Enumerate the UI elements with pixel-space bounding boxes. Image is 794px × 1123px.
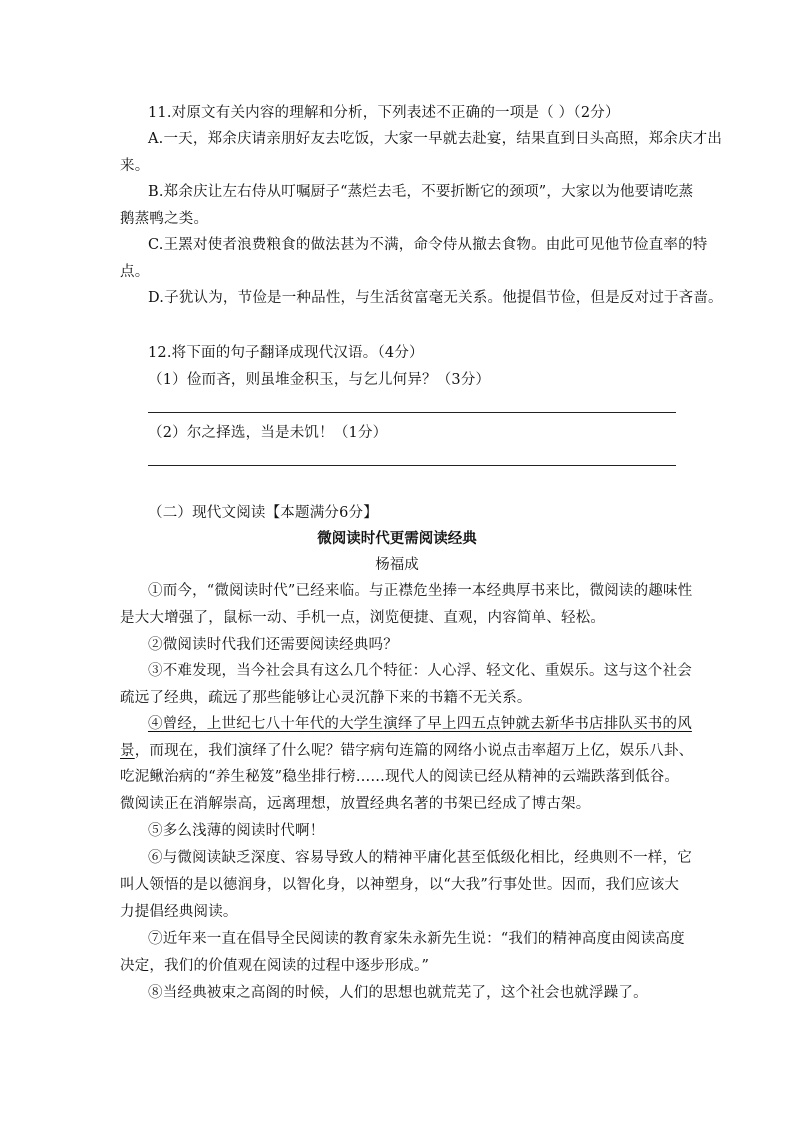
paragraph-6-line3: 力提倡经典阅读。 [120, 904, 238, 920]
paragraph-2: ②微阅读时代我们还需要阅读经典吗？ [148, 637, 398, 653]
q12-sentence-2: （2）尔之择选，当是未饥！（1分） [148, 425, 388, 441]
paragraph-4-line4: 微阅读正在消解崇高，远离理想，放置经典名著的书架已经成了博古架。 [120, 796, 591, 812]
paragraph-1-line2: 是大大增强了，鼠标一动、手机一点，浏览便捷、直观，内容简单、轻松。 [120, 610, 606, 626]
paragraph-7-line2: 决定，我们的价值观在阅读的过程中逐步形成。” [120, 958, 430, 974]
article-author: 杨福成 [375, 557, 419, 573]
paragraph-6-line1: ⑥与微阅读缺乏深度、容易导致人的精神平庸化甚至低级化相比，经典则不一样，它 [148, 850, 692, 866]
paragraph-7-line1: ⑦近年来一直在倡导全民阅读的教育家朱永新先生说：“我们的精神高度由阅读高度 [148, 931, 685, 947]
paragraph-3-line1: ③不难发现，当今社会具有这么几个特征：人心浮、轻文化、重娱乐。这与这个社会 [148, 663, 692, 679]
paragraph-4-line2-rest: ，而现在，我们演绎了什么呢？错字病句连篇的网络小说点击率超万上亿，娱乐八卦、 [134, 743, 694, 759]
q11-stem: 11.对原文有关内容的理解和分析，下列表述不正确的一项是（ ）（2分） [148, 105, 620, 121]
paragraph-4-line1: ④曾经，上世纪七八十年代的大学生演绎了早上四五点钟就去新华书店排队买书的风 [148, 716, 692, 732]
paragraph-3-line2: 疏远了经典，疏远了那些能够让心灵沉静下来的书籍不无关系。 [120, 690, 532, 706]
q11-option-a-line1: A.一天，郑余庆请亲朋好友去吃饭，大家一早就去赴宴，结果直到日头高照，郑余庆才出 [148, 131, 723, 147]
q12-sentence-1: （1）俭而吝，则虽堆金积玉，与乞儿何异？（3分） [148, 372, 491, 388]
q12-stem: 12.将下面的句子翻译成现代汉语。（4分） [148, 345, 424, 361]
q12-answer-line-2[interactable] [148, 465, 676, 466]
section2-heading: （二）现代文阅读【本题满分6分】 [148, 505, 378, 521]
q12-answer-line-1[interactable] [148, 412, 676, 413]
paragraph-8: ⑧当经典被束之高阁的时候，人们的思想也就荒芜了，这个社会也就浮躁了。 [148, 985, 648, 1001]
article-title: 微阅读时代更需阅读经典 [317, 530, 477, 547]
q11-option-d-line1: D.子犹认为，节俭是一种品性，与生活贫富毫无关系。他提倡节俭，但是反对过于吝啬。 [148, 290, 723, 306]
paragraph-5: ⑤多么浅薄的阅读时代啊！ [148, 823, 325, 839]
q11-option-c-line2: 点。 [120, 264, 150, 280]
q11-option-b-line1: B.郑余庆让左右侍从叮嘱厨子“蒸烂去毛，不要折断它的颈项”，大家以为他要请吃蒸 [148, 184, 694, 200]
paragraph-6-line2: 叫人领悟的是以德润身，以智化身，以神塑身，以“大我”行事处世。因而，我们应该大 [120, 877, 680, 893]
q11-option-b-line2: 鹅蒸鸭之类。 [120, 211, 209, 227]
paragraph-1-line1: ①而今，“微阅读时代”已经来临。与正襟危坐捧一本经典厚书来比，微阅读的趣味性 [148, 583, 693, 599]
paragraph-4-line2 [120, 741, 693, 761]
paragraph-4-line3: 吃泥鳅治病的“养生秘笈”稳坐排行榜……现代人的阅读已经从精神的云端跌落到低谷。 [120, 769, 680, 785]
paragraph-4-underlined-end: 景 [120, 743, 135, 759]
q11-option-a-line2: 来。 [120, 158, 150, 174]
q11-option-c-line1: C.王罴对使者浪费粮食的做法甚为不满，命令侍从撤去食物。由此可见他节俭直率的特 [148, 237, 708, 253]
